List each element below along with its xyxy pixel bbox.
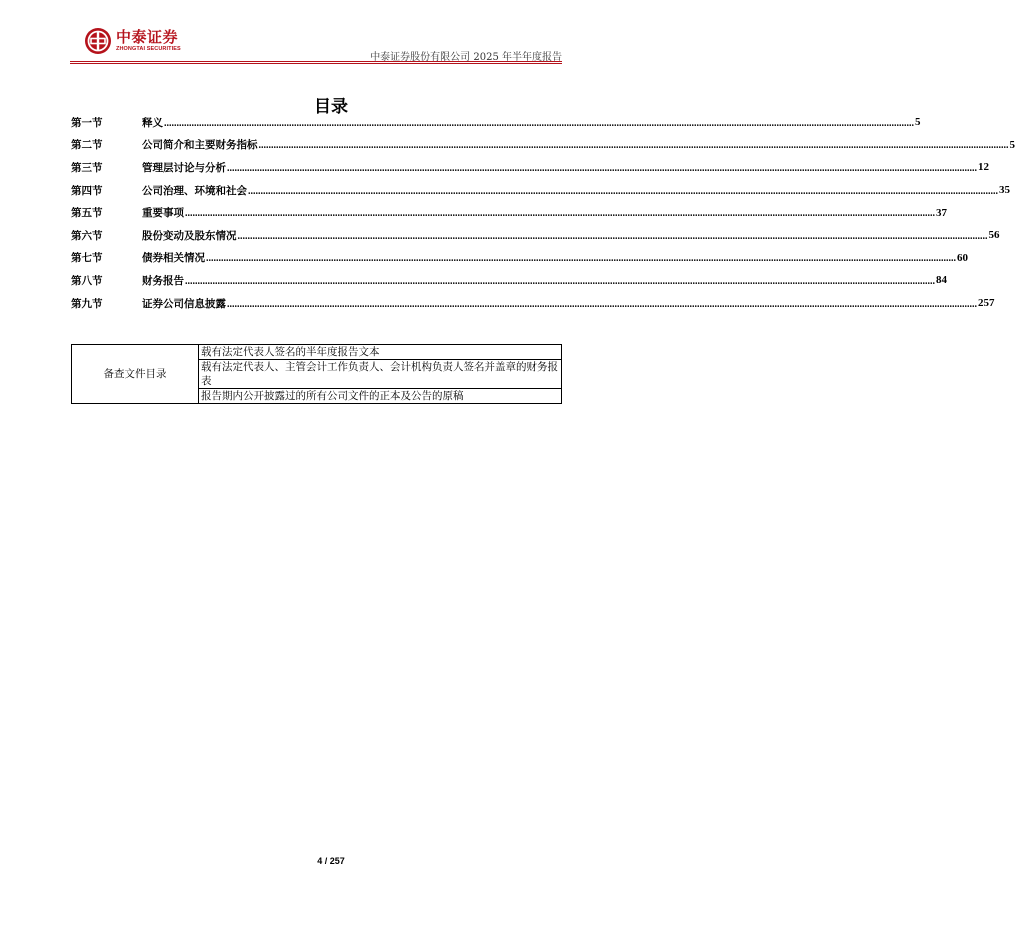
toc-leader-dots: ............................................................................................................................................................................................................................................................................................................	[248, 185, 998, 197]
toc-page-number: 5	[1009, 138, 1015, 151]
reference-documents-label: 备查文件目录	[72, 345, 199, 404]
toc-section-title: 管理层讨论与分析	[142, 161, 226, 174]
toc-entry-7[interactable]	[71, 247, 968, 270]
toc-section-number: 第四节	[71, 184, 103, 197]
table-row	[72, 345, 562, 360]
toc-page-number: 37	[936, 206, 947, 219]
logo-chinese-name: 中泰证券	[116, 27, 179, 46]
toc-leader-dots: ............................................................................................................................................................................................................................................................................................................	[227, 298, 977, 310]
toc-section-number: 第八节	[71, 274, 103, 287]
toc-section-title: 释义	[142, 116, 163, 129]
toc-section-title: 财务报告	[142, 274, 184, 287]
toc-leader-dots: ............................................................................................................................................................................................................................................................................................................	[185, 275, 935, 287]
toc-leader-dots: ............................................................................................................................................................................................................................................................................................................	[185, 208, 935, 220]
reference-documents-table	[71, 344, 562, 404]
toc-entry-4[interactable]	[71, 179, 1010, 202]
report-title: 中泰证券股份有限公司 2025 年半年度报告	[370, 52, 562, 63]
reference-document-item: 报告期内公开披露过的所有公司文件的正本及公告的原稿	[199, 389, 562, 404]
toc-page-number: 60	[957, 251, 968, 264]
toc-page-number: 5	[915, 116, 921, 129]
toc-page-number: 84	[936, 274, 947, 287]
toc-section-title: 债券相关情况	[142, 252, 205, 265]
toc-section-number: 第一节	[71, 116, 103, 129]
toc-section-number: 第二节	[71, 139, 103, 152]
header-divider-line	[70, 61, 562, 62]
toc-entry-2[interactable]	[71, 134, 1015, 157]
toc-leader-dots: ............................................................................................................................................................................................................................................................................................................	[164, 117, 914, 129]
toc-entry-9[interactable]	[71, 292, 995, 315]
toc-section-title: 重要事项	[142, 207, 184, 220]
toc-section-number: 第九节	[71, 297, 103, 310]
toc-entry-3[interactable]	[71, 156, 989, 179]
toc-leader-dots: ............................................................................................................................................................................................................................................................................................................	[206, 253, 956, 265]
toc-page-number: 35	[999, 184, 1010, 197]
logo-english-name: ZHONGTAI SECURITIES	[116, 45, 181, 52]
toc-leader-dots: ............................................................................................................................................................................................................................................................................................................	[258, 140, 1009, 152]
page-header	[70, 24, 562, 66]
toc-section-number: 第三节	[71, 161, 103, 174]
toc-entry-6[interactable]	[71, 224, 1000, 247]
reference-document-item: 载有法定代表人签名的半年度报告文本	[199, 345, 562, 360]
toc-section-title: 股份变动及股东情况	[142, 229, 237, 242]
toc-entry-8[interactable]	[71, 269, 947, 292]
page-number-footer: 4 / 257	[317, 856, 345, 866]
toc-page-number: 12	[978, 161, 989, 174]
reference-document-item: 载有法定代表人、主管会计工作负责人、会计机构负责人签名并盖章的财务报表	[199, 360, 562, 389]
header-divider-line-secondary	[70, 63, 562, 64]
toc-section-number: 第六节	[71, 229, 103, 242]
toc-section-title: 公司治理、环境和社会	[142, 184, 247, 197]
toc-section-title: 公司简介和主要财务指标	[142, 139, 258, 152]
toc-section-number: 第七节	[71, 252, 103, 265]
toc-section-title: 证券公司信息披露	[142, 297, 226, 310]
zhongtai-logo-icon	[84, 27, 112, 55]
toc-leader-dots: ............................................................................................................................................................................................................................................................................................................	[237, 230, 988, 242]
toc-page-number: 257	[978, 297, 995, 310]
toc-entry-5[interactable]	[71, 201, 947, 224]
toc-page-number: 56	[988, 229, 1000, 242]
toc-heading: 目录	[314, 97, 348, 117]
company-logo	[84, 27, 181, 55]
table-of-contents	[71, 111, 1015, 314]
toc-section-number: 第五节	[71, 207, 103, 220]
toc-leader-dots: ............................................................................................................................................................................................................................................................................................................	[227, 162, 977, 174]
toc-entry-1[interactable]	[71, 111, 921, 134]
